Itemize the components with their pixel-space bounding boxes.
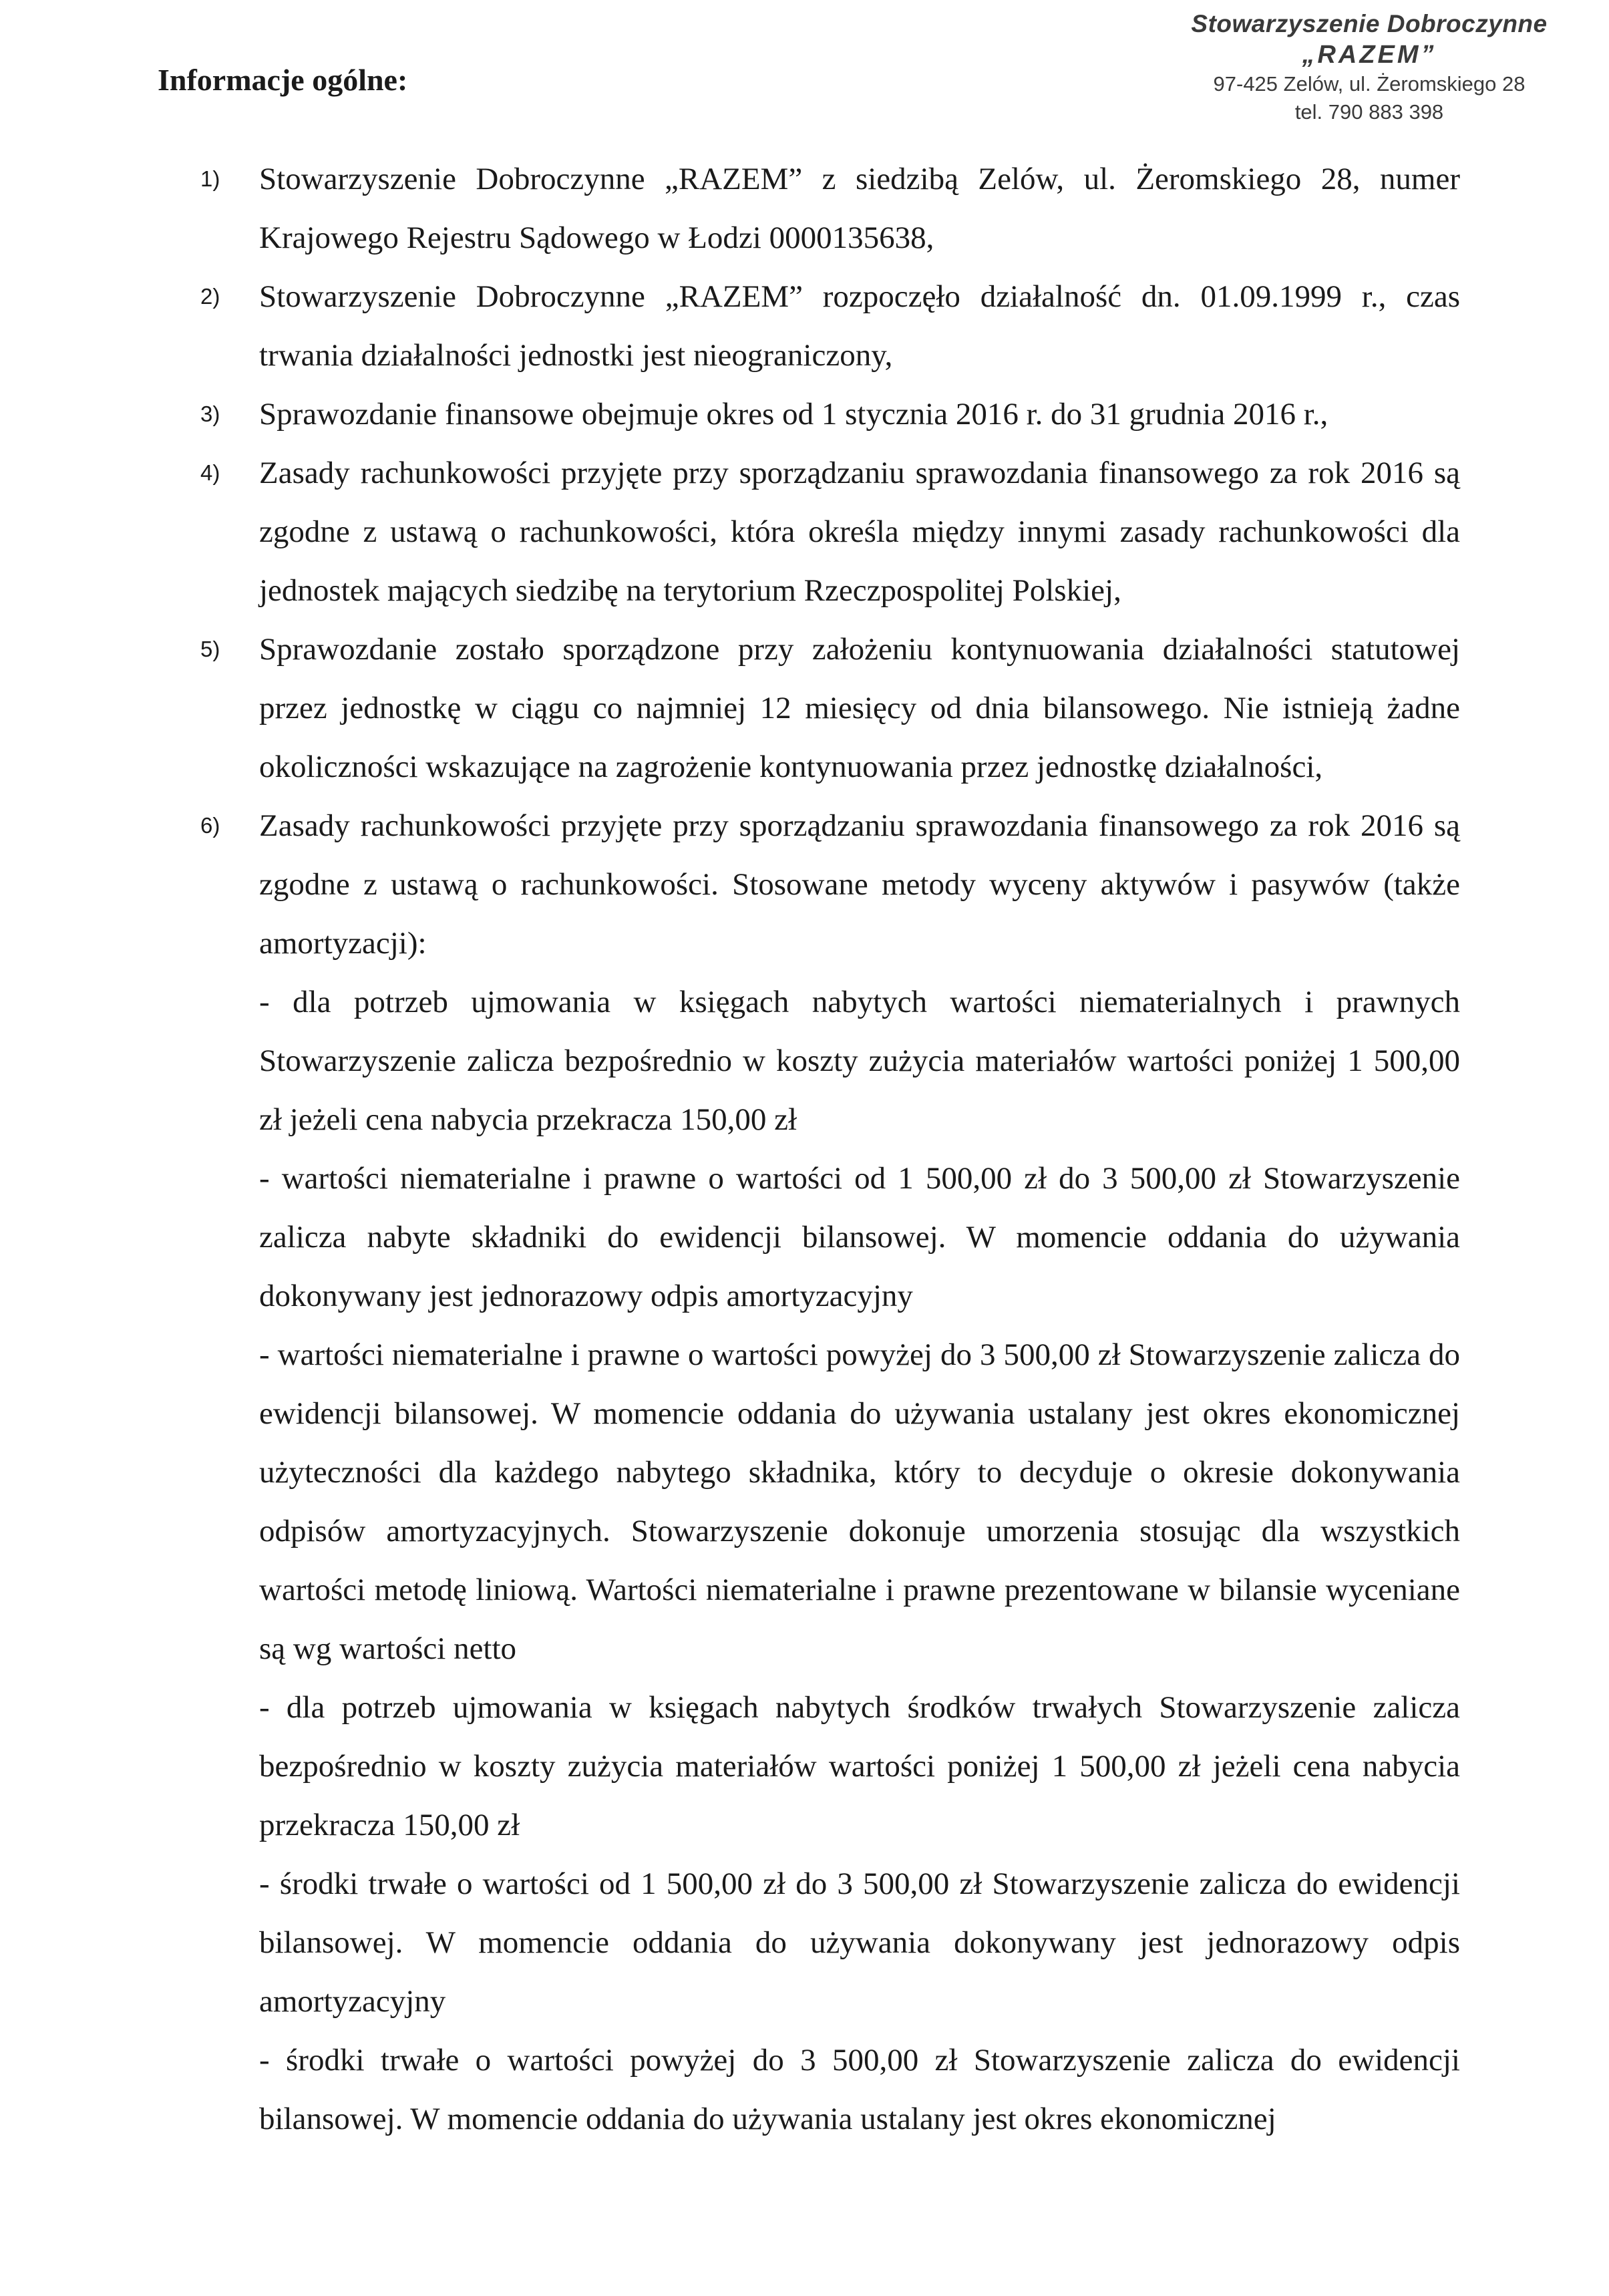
item-text: Sprawozdanie finansowe obejmuje okres od 1 stycznia 2016 r. do 31 grudnia 2016 r., — [259, 397, 1328, 432]
item-number: 1) — [200, 166, 220, 191]
item-text: Stowarzyszenie Dobroczynne „RAZEM” z siedzibą Zelów, ul. Żeromskiego 28, numer Krajowego Rejestru Sądowego w Łodzi 0000135638, — [259, 162, 1460, 255]
item-number: 6) — [200, 813, 220, 838]
list-item-4 — [200, 444, 1460, 620]
item-number: 3) — [200, 401, 220, 426]
stamp-organization: Stowarzyszenie Dobroczynne — [1191, 10, 1548, 37]
organization-stamp — [1182, 8, 1556, 126]
valuation-rule-2: - wartości niematerialne i prawne o wartości od 1 500,00 zł do 3 500,00 zł Stowarzyszenie zalicza nabyte składniki do ewidencji bilansowej. W momencie oddania do używania dokonywany jest jednorazowy odpis amortyzacyjny — [259, 1161, 1460, 1313]
stamp-phone: tel. 790 883 398 — [1294, 100, 1444, 124]
list-item-1 — [200, 150, 1460, 267]
page-heading: Informacje ogólne: — [158, 63, 408, 97]
item-number: 5) — [200, 637, 220, 661]
item-text: Zasady rachunkowości przyjęte przy sporządzaniu sprawozdania finansowego za rok 2016 są zgodne z ustawą o rachunkowości. Stosowane metody wyceny aktywów i pasywów (także amortyzacji): — [259, 808, 1460, 961]
stamp-name: „RAZEM” — [1302, 41, 1437, 69]
list-item-2 — [200, 267, 1460, 385]
list-item-6 — [200, 796, 1460, 2148]
valuation-rule-6: - środki trwałe o wartości powyżej do 3 500,00 zł Stowarzyszenie zalicza do ewidencji bilansowej. W momencie oddania do używania ustalany jest okres ekonomicznej — [259, 2043, 1460, 2136]
item-number: 4) — [200, 460, 220, 485]
valuation-rule-5: - środki trwałe o wartości od 1 500,00 zł do 3 500,00 zł Stowarzyszenie zalicza do ewidencji bilansowej. W momencie oddania do używania dokonywany jest jednorazowy odpis amortyzacyjny — [259, 1866, 1460, 2019]
item-text: Sprawozdanie zostało sporządzone przy założeniu kontynuowania działalności statutowej przez jednostkę w ciągu co najmniej 12 miesięcy od dnia bilansowego. Nie istnieją żadne okoliczności wskazujące na zagrożenie kontynuowania przez jednostkę działalności, — [259, 632, 1460, 784]
item-text: Stowarzyszenie Dobroczynne „RAZEM” rozpoczęło działalność dn. 01.09.1999 r., czas trwania działalności jednostki jest nieograniczony, — [259, 279, 1460, 373]
valuation-rule-1: - dla potrzeb ujmowania w księgach nabytych wartości niematerialnych i prawnych Stowarzyszenie zalicza bezpośrednio w koszty zużycia materiałów wartości poniżej 1 500,00 zł jeżeli cena nabycia przekracza 150,00 zł — [259, 985, 1460, 1137]
list-item-5 — [200, 620, 1460, 796]
valuation-rule-4: - dla potrzeb ujmowania w księgach nabytych środków trwałych Stowarzyszenie zalicza bezpośrednio w koszty zużycia materiałów wartości poniżej 1 500,00 zł jeżeli cena nabycia przekracza 150,00 zł — [259, 1690, 1460, 1842]
item-text: Zasady rachunkowości przyjęte przy sporządzaniu sprawozdania finansowego za rok 2016 są zgodne z ustawą o rachunkowości, która określa między innymi zasady rachunkowości dla jednostek mających siedzibę na terytorium Rzeczpospolitej Polskiej, — [259, 456, 1460, 608]
valuation-rule-3: - wartości niematerialne i prawne o wartości powyżej do 3 500,00 zł Stowarzyszenie zalicza do ewidencji bilansowej. W momencie oddania do używania ustalany jest okres ekonomicznej użyteczności dla każdego nabytego składnika, który to decyduje o okresie dokonywania odpisów amortyzacyjnych. Stowarzyszenie dokonuje umorzenia stosując dla wszystkich wartości metodę liniową. Wartości niematerialne i prawne prezentowane w bilansie wyceniane są wg wartości netto — [259, 1337, 1460, 1666]
document-body — [200, 150, 1460, 2148]
stamp-address: 97-425 Zelów, ul. Żeromskiego 28 — [1213, 72, 1526, 96]
list-item-3 — [200, 385, 1460, 444]
item-number: 2) — [200, 284, 220, 309]
